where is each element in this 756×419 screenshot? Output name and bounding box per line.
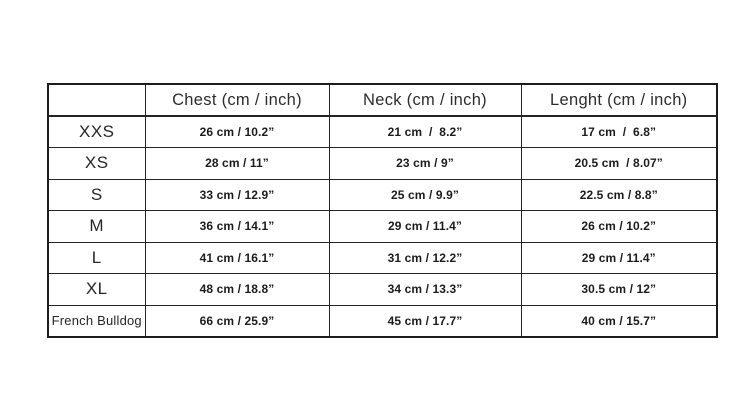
neck-value: 21 cm / 8.2”: [329, 116, 521, 148]
neck-value: 31 cm / 12.2”: [329, 242, 521, 274]
table-row-xs: [48, 148, 717, 180]
size-label: XL: [48, 274, 145, 306]
length-value: 26 cm / 10.2”: [521, 211, 717, 243]
length-value: 30.5 cm / 12”: [521, 274, 717, 306]
neck-value: 23 cm / 9”: [329, 148, 521, 180]
size-chart-table: [47, 83, 718, 338]
header-row: [48, 84, 717, 116]
length-value: 17 cm / 6.8”: [521, 116, 717, 148]
neck-value: 45 cm / 17.7”: [329, 305, 521, 337]
chest-value: 36 cm / 14.1”: [145, 211, 329, 243]
table-row-m: [48, 211, 717, 243]
table-row-s: [48, 179, 717, 211]
neck-value: 25 cm / 9.9”: [329, 179, 521, 211]
length-value: 40 cm / 15.7”: [521, 305, 717, 337]
neck-value: 29 cm / 11.4”: [329, 211, 521, 243]
length-value: 22.5 cm / 8.8”: [521, 179, 717, 211]
table-row-french-bulldog: [48, 305, 717, 337]
length-value: 20.5 cm / 8.07”: [521, 148, 717, 180]
size-label: M: [48, 211, 145, 243]
table-row-l: [48, 242, 717, 274]
size-label: S: [48, 179, 145, 211]
header-cell-empty: [48, 84, 145, 116]
table-row-xl: [48, 274, 717, 306]
chest-value: 66 cm / 25.9”: [145, 305, 329, 337]
size-label: XS: [48, 148, 145, 180]
chest-value: 48 cm / 18.8”: [145, 274, 329, 306]
chest-value: 33 cm / 12.9”: [145, 179, 329, 211]
header-cell-chest: Chest (cm / inch): [145, 84, 329, 116]
chest-value: 26 cm / 10.2”: [145, 116, 329, 148]
header-cell-length: Lenght (cm / inch): [521, 84, 717, 116]
table-row-xxs: [48, 116, 717, 148]
size-label: XXS: [48, 116, 145, 148]
chest-value: 41 cm / 16.1”: [145, 242, 329, 274]
length-value: 29 cm / 11.4”: [521, 242, 717, 274]
chest-value: 28 cm / 11”: [145, 148, 329, 180]
header-cell-neck: Neck (cm / inch): [329, 84, 521, 116]
neck-value: 34 cm / 13.3”: [329, 274, 521, 306]
size-label: L: [48, 242, 145, 274]
size-label: French Bulldog: [48, 305, 145, 337]
